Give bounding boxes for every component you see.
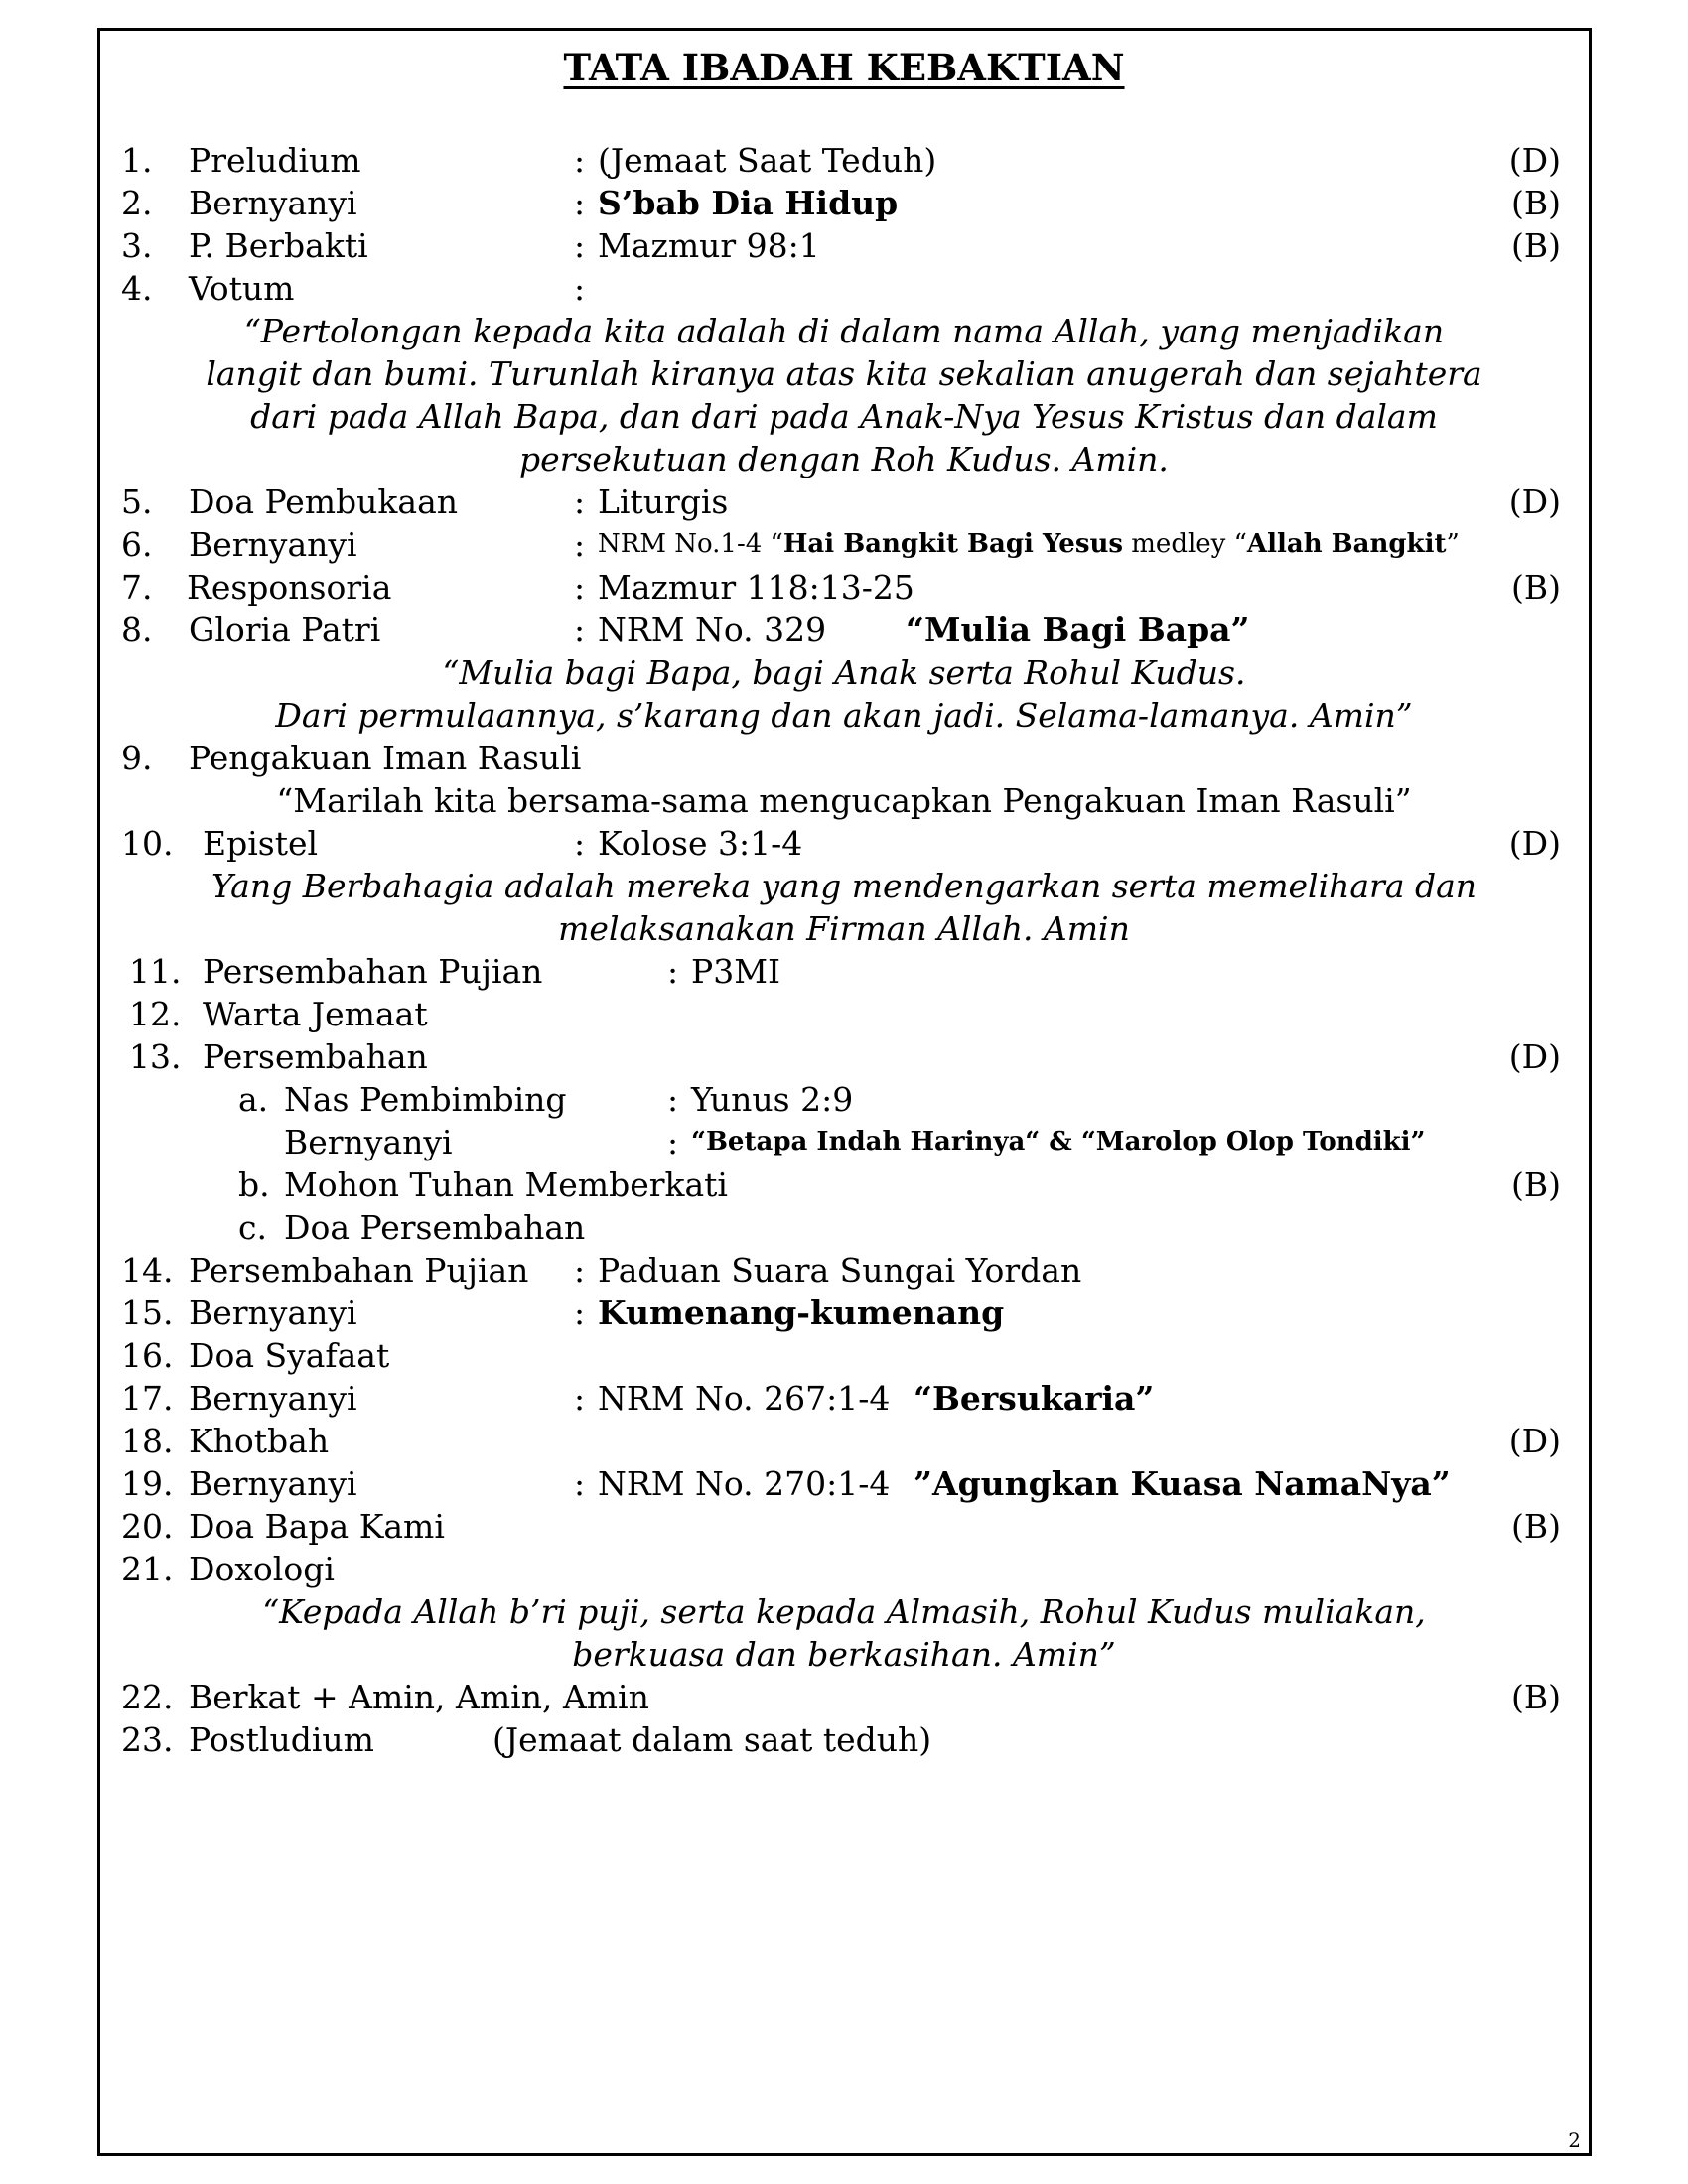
item-label: Berkat + Amin, Amin, Amin: [189, 1678, 649, 1716]
song-title: ”Agungkan Kuasa NamaNya”: [914, 1464, 1451, 1503]
item-value: NRM No. 329: [598, 611, 827, 649]
item-colon: :: [574, 1379, 586, 1418]
list-item: [0, 1121, 1688, 1163]
item-label: Persembahan Pujian: [203, 952, 543, 991]
list-item: [0, 224, 1688, 267]
list-item: [0, 1462, 1688, 1505]
list-item: [0, 1292, 1688, 1334]
item-code: (B): [1511, 568, 1561, 607]
doxologi-text-line: “Kepada Allah b’ri puji, serta kepada Almasih, Rohul Kudus muliakan,: [262, 1592, 1426, 1631]
item-label: Bernyanyi: [284, 1123, 453, 1161]
item-label: Bernyanyi: [189, 1464, 357, 1503]
item-value: Yunus 2:9: [691, 1080, 854, 1119]
item-label: Doa Pembukaan: [189, 482, 459, 521]
votum-text-line: persekutuan dengan Roh Kudus. Amin.: [519, 440, 1169, 478]
item-label: Preludium: [189, 141, 361, 180]
pengakuan-text: “Marilah kita bersama-sama mengucapkan Pengakuan Iman Rasuli”: [276, 781, 1412, 820]
epistel-text-line: Yang Berbahagia adalah mereka yang mendengarkan serta memelihara dan: [211, 867, 1477, 905]
item-colon: :: [574, 824, 586, 863]
list-item: [0, 1206, 1688, 1249]
item-number: 12.: [129, 995, 182, 1033]
item-colon: :: [574, 611, 586, 649]
item-label: Gloria Patri: [189, 611, 381, 649]
list-item: [0, 139, 1688, 182]
song-title: “Betapa Indah Harinya“ & “Marolop Olop Tondiki”: [691, 1127, 1426, 1157]
item-label: Persembahan Pujian: [189, 1251, 529, 1290]
item-number: 15.: [121, 1294, 174, 1332]
item-code: (D): [1508, 1037, 1561, 1076]
list-item: [0, 480, 1688, 523]
item-label: Bernyanyi: [189, 184, 357, 222]
item-number: 4.: [121, 269, 153, 308]
list-item: [0, 1420, 1688, 1462]
item-label: Bernyanyi: [189, 1379, 357, 1418]
song-title: “Bersukaria”: [914, 1379, 1155, 1418]
item-colon: :: [574, 184, 586, 222]
item-code: (B): [1511, 1507, 1561, 1546]
item-number: 21.: [121, 1550, 174, 1588]
item-label: Warta Jemaat: [203, 995, 428, 1033]
item-number: 3.: [121, 226, 153, 265]
doxologi-text-line: berkuasa dan berkasihan. Amin”: [572, 1635, 1116, 1674]
item-number: c.: [238, 1208, 267, 1247]
item-value: NRM No. 267:1-4: [598, 1379, 891, 1418]
item-value-part: NRM No.1-4 “: [598, 529, 783, 559]
item-number: 5.: [121, 482, 153, 521]
item-number: b.: [238, 1165, 270, 1204]
item-number: 16.: [121, 1336, 174, 1375]
item-code: (B): [1511, 1678, 1561, 1716]
item-number: 11.: [129, 952, 182, 991]
list-item: [0, 609, 1688, 651]
item-number: 14.: [121, 1251, 174, 1290]
list-item: [0, 182, 1688, 224]
item-colon: :: [574, 269, 586, 308]
item-number: 17.: [121, 1379, 174, 1418]
item-number: 13.: [129, 1037, 182, 1076]
item-code: (D): [1508, 141, 1561, 180]
item-value: Mazmur 98:1: [598, 226, 820, 265]
item-number: 6.: [121, 525, 153, 564]
list-item: [0, 1249, 1688, 1292]
item-label: Bernyanyi: [189, 1294, 357, 1332]
gloria-text-line: Dari permulaannya, s’karang dan akan jadi. Selama-lamanya. Amin”: [275, 696, 1413, 735]
item-number: 1.: [121, 141, 153, 180]
item-colon: :: [574, 1464, 586, 1503]
list-item: [0, 993, 1688, 1035]
list-item: [0, 1718, 1688, 1761]
list-item: [0, 523, 1688, 566]
item-code: (D): [1508, 824, 1561, 863]
list-item: [0, 1163, 1688, 1206]
item-label: Doxologi: [189, 1550, 335, 1588]
item-colon: :: [574, 1294, 586, 1332]
epistel-text-line: melaksanakan Firman Allah. Amin: [558, 909, 1130, 948]
list-item: [0, 1334, 1688, 1377]
votum-text-line: langit dan bumi. Turunlah kiranya atas kita sekalian anugerah dan sejahtera: [206, 354, 1482, 393]
list-item: [0, 1548, 1688, 1590]
item-label: P. Berbakti: [189, 226, 368, 265]
item-number: 8.: [121, 611, 153, 649]
item-colon: :: [574, 226, 586, 265]
song-title: “Mulia Bagi Bapa”: [906, 611, 1250, 649]
item-code: (B): [1511, 226, 1561, 265]
list-item: [0, 1377, 1688, 1420]
item-colon: :: [574, 1251, 586, 1290]
item-number: 19.: [121, 1464, 174, 1503]
list-item: [0, 1078, 1688, 1121]
item-value: (Jemaat dalam saat teduh): [492, 1720, 932, 1759]
item-label: Doa Bapa Kami: [189, 1507, 445, 1546]
item-colon: :: [574, 141, 586, 180]
item-value: Paduan Suara Sungai Yordan: [598, 1251, 1082, 1290]
item-value-part: medley “: [1123, 529, 1247, 559]
item-value: Kolose 3:1-4: [598, 824, 803, 863]
item-code: (B): [1511, 184, 1561, 222]
item-number: 23.: [121, 1720, 174, 1759]
item-label: Persembahan: [203, 1037, 428, 1076]
list-item: [0, 566, 1688, 609]
votum-text-line: “Pertolongan kepada kita adalah di dalam nama Allah, yang menjadikan: [243, 312, 1445, 350]
list-item: [0, 1035, 1688, 1078]
list-item: [0, 267, 1688, 310]
list-item: [0, 822, 1688, 865]
item-number: 20.: [121, 1507, 174, 1546]
item-label: Doa Syafaat: [189, 1336, 390, 1375]
song-title: Hai Bangkit Bagi Yesus: [782, 529, 1124, 559]
item-number: 2.: [121, 184, 153, 222]
page-number: 2: [1568, 2128, 1581, 2152]
item-code: (B): [1511, 1165, 1561, 1204]
item-number: 10.: [121, 824, 174, 863]
item-value-part: ”: [1446, 529, 1460, 559]
item-colon: :: [667, 1123, 679, 1161]
item-label: Pengakuan Iman Rasuli: [189, 739, 582, 777]
item-label: Bernyanyi: [189, 525, 357, 564]
item-number: 9.: [121, 739, 153, 777]
item-code: (D): [1508, 482, 1561, 521]
item-number: a.: [238, 1080, 269, 1119]
item-value: Liturgis: [598, 482, 729, 521]
item-value: (Jemaat Saat Teduh): [598, 141, 937, 180]
item-value: NRM No. 270:1-4: [598, 1464, 891, 1503]
item-number: 18.: [121, 1422, 174, 1460]
item-label: Votum: [189, 269, 295, 308]
list-item: [0, 737, 1688, 779]
item-label: Doa Persembahan: [284, 1208, 586, 1247]
item-colon: :: [667, 1080, 679, 1119]
item-number: 22.: [121, 1678, 174, 1716]
song-title: Kumenang-kumenang: [598, 1294, 1005, 1332]
list-item: [0, 1676, 1688, 1718]
page-title: TATA IBADAH KEBAKTIAN: [563, 46, 1125, 89]
item-colon: :: [574, 482, 586, 521]
item-label: Khotbah: [189, 1422, 330, 1460]
votum-text-line: dari pada Allah Bapa, dan dari pada Anak-Nya Yesus Kristus dan dalam: [250, 397, 1438, 436]
item-label: Epistel: [203, 824, 319, 863]
item-label: Responsoria: [187, 568, 392, 607]
item-label: Nas Pembimbing: [284, 1080, 567, 1119]
song-title: Allah Bangkit: [1246, 529, 1447, 559]
item-colon: :: [574, 525, 586, 564]
item-value: Mazmur 118:13-25: [598, 568, 914, 607]
item-colon: :: [574, 568, 586, 607]
item-label: Mohon Tuhan Memberkati: [284, 1165, 728, 1204]
item-code: (D): [1508, 1422, 1561, 1460]
list-item: [0, 1505, 1688, 1548]
item-value: [598, 523, 1460, 566]
item-value: S’bab Dia Hidup: [598, 184, 899, 222]
gloria-text-line: “Mulia bagi Bapa, bagi Anak serta Rohul Kudus.: [442, 653, 1246, 692]
list-item: [0, 950, 1688, 993]
item-value: P3MI: [691, 952, 781, 991]
item-number: 7.: [121, 568, 153, 607]
item-label: Postludium: [189, 1720, 374, 1759]
item-colon: :: [667, 952, 679, 991]
